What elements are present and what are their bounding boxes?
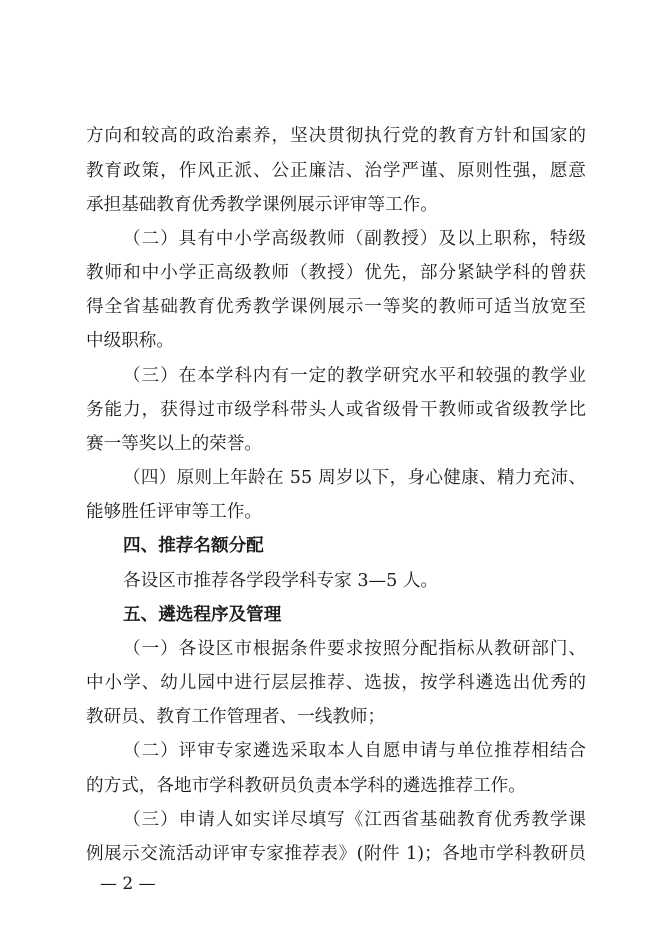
- paragraph-line: 能够胜任评审等工作。: [86, 502, 262, 522]
- paragraph-line: 教研员、教育工作管理者、一线教师；: [86, 707, 386, 727]
- paragraph-line: 得全省基础教育优秀教学课例展示一等奖的教师可适当放宽至: [86, 297, 586, 317]
- paragraph-line: （二）具有中小学高级教师（副教授）及以上职称，特级: [123, 229, 586, 249]
- paragraph-line: 的方式，各地市学科教研员负责本学科的遴选推荐工作。: [86, 776, 526, 796]
- paragraph-line: 各设区市推荐各学段学科专家 3—5 人。: [123, 571, 439, 591]
- paragraph-line: （三）申请人如实详尽填写《江西省基础教育优秀教学课: [123, 810, 586, 830]
- paragraph-line: 务能力，获得过市级学科带头人或省级骨干教师或省级教学比: [86, 400, 586, 420]
- paragraph-line: 中级职称。: [86, 331, 174, 351]
- paragraph-line: （一）各设区市根据条件要求按照分配指标从教研部门、: [123, 639, 586, 659]
- paragraph-line: 赛一等奖以上的荣誉。: [86, 434, 262, 454]
- paragraph-line: （二）评审专家遴选采取本人自愿申请与单位推荐相结合: [123, 741, 586, 761]
- section-heading-quota: 四、推荐名额分配: [123, 536, 264, 556]
- paragraph-line: （四）原则上年龄在 55 周岁以下，身心健康、精力充沛、: [123, 468, 586, 488]
- paragraph-line: 承担基础教育优秀教学课例展示评审等工作。: [86, 195, 438, 215]
- paragraph-line: 中小学、幼儿园中进行层层推荐、选拔，按学科遴选出优秀的: [86, 673, 586, 693]
- page-number: — 2 —: [100, 874, 156, 894]
- paragraph-line: 例展示交流活动评审专家推荐表》(附件 1)；各地市学科教研员: [86, 844, 586, 864]
- paragraph-line: 教育政策，作风正派、公正廉洁、治学严谨、原则性强，愿意: [86, 161, 586, 181]
- paragraph-line: （三）在本学科内有一定的教学研究水平和较强的教学业: [123, 366, 586, 386]
- section-heading-procedure: 五、遴选程序及管理: [123, 605, 282, 625]
- paragraph-line: 教师和中小学正高级教师（教授）优先，部分紧缺学科的曾获: [86, 263, 586, 283]
- paragraph-line: 方向和较高的政治素养，坚决贯彻执行党的教育方针和国家的: [86, 126, 586, 146]
